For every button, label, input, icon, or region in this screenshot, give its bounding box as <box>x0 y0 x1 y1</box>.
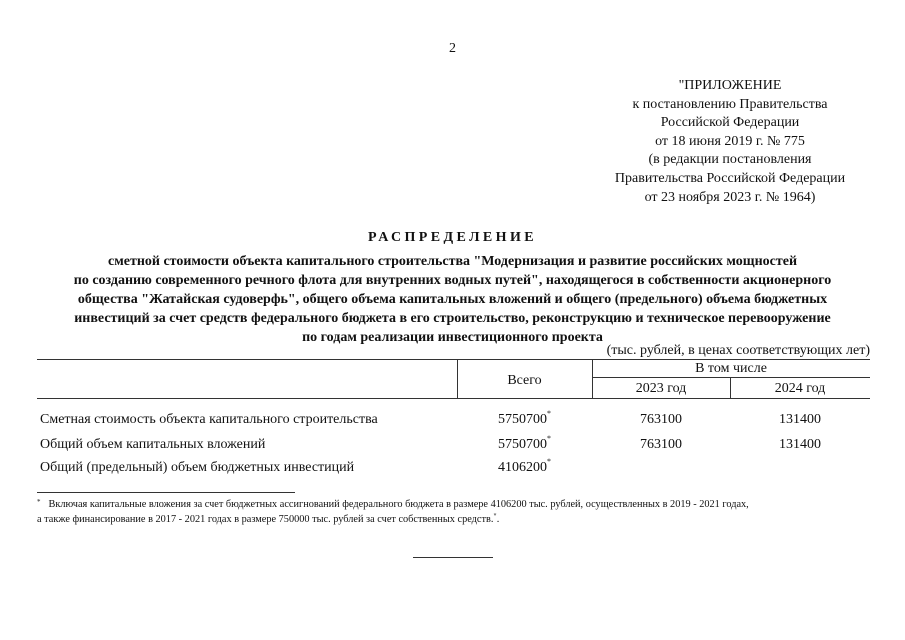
row-label: Общий (предельный) объем бюджетных инвестиций <box>40 460 355 475</box>
footnote-closing-period: . <box>496 514 500 525</box>
footnote-line-1 <box>37 497 867 512</box>
row-year-2023: 763100 <box>640 437 682 452</box>
appendix-line: от 18 июня 2019 г. № 775 <box>655 133 805 149</box>
footnote <box>37 497 867 527</box>
header-including: В том числе <box>695 361 767 376</box>
footnote-closing-quote: " <box>493 512 497 521</box>
footnote-mark: * <box>37 498 41 506</box>
footnote-text-2: а также финансирование в 2017 - 2021 годах в размере 750000 тыс. рублей за счет собственных средств. <box>37 514 494 525</box>
header-total: Всего <box>507 373 542 388</box>
appendix-line: от 23 ноября 2023 г. № 1964) <box>644 189 816 205</box>
appendix-line: к постановлению Правительства <box>632 96 828 112</box>
row-total-value: 5750700 <box>498 412 547 427</box>
appendix-line: (в редакции постановления <box>648 152 812 168</box>
row-total-value: 4106200 <box>498 460 547 475</box>
row-total-footnote-mark: * <box>547 434 551 443</box>
subtitle-line: по годам реализации инвестиционного проекта <box>302 330 603 345</box>
subtitle-line: инвестиций за счет средств федерального бюджета в его строительство, реконструкцию и техническое перевооружение <box>74 311 831 326</box>
subtitle-line: общества "Жатайская судоверфь", общего объема капитальных вложений и общего (предельного) объема бюджетных <box>77 292 828 307</box>
row-year-2024: 131400 <box>779 437 821 452</box>
row-total <box>457 434 592 453</box>
footnote-text-1: Включая капитальные вложения за счет бюджетных ассигнований федерального бюджета в размере 4106200 тыс. рублей, осуществленных в 2019 - 2021 годах, <box>48 499 749 510</box>
row-total <box>457 409 592 428</box>
row-label: Сметная стоимость объекта капитального строительства <box>40 412 378 427</box>
row-year-2023: 763100 <box>640 412 682 427</box>
footnote-separator <box>37 492 295 493</box>
appendix-header <box>560 77 900 207</box>
appendix-line: Российской Федерации <box>660 115 800 131</box>
table-subheader-divider <box>592 377 870 378</box>
header-year-2023: 2023 год <box>635 381 687 396</box>
subtitle-line: по созданию современного речного флота для внутренних водных путей", находящегося в собственности акционерного <box>73 273 832 288</box>
end-rule <box>413 557 493 558</box>
units-note: (тыс. рублей, в ценах соответствующих лет) <box>606 343 870 358</box>
document-subtitle <box>30 252 875 347</box>
table-header-bottom-border <box>37 398 870 399</box>
subtitle-line: сметной стоимости объекта капитального строительства "Модернизация и развитие российских мощностей <box>107 254 798 269</box>
footnote-line-2 <box>37 512 867 527</box>
row-total-footnote-mark: * <box>547 409 551 418</box>
header-year-2024: 2024 год <box>774 381 826 396</box>
document-title: РАСПРЕДЕЛЕНИЕ <box>368 230 537 245</box>
row-label: Общий объем капитальных вложений <box>40 437 266 452</box>
table-top-border <box>37 359 870 360</box>
row-total-value: 5750700 <box>498 437 547 452</box>
page-number: 2 <box>449 41 456 56</box>
row-total <box>457 457 592 476</box>
row-year-2024: 131400 <box>779 412 821 427</box>
row-total-footnote-mark: * <box>547 457 551 466</box>
appendix-line: Правительства Российской Федерации <box>614 170 846 186</box>
appendix-line: "ПРИЛОЖЕНИЕ <box>678 78 782 93</box>
